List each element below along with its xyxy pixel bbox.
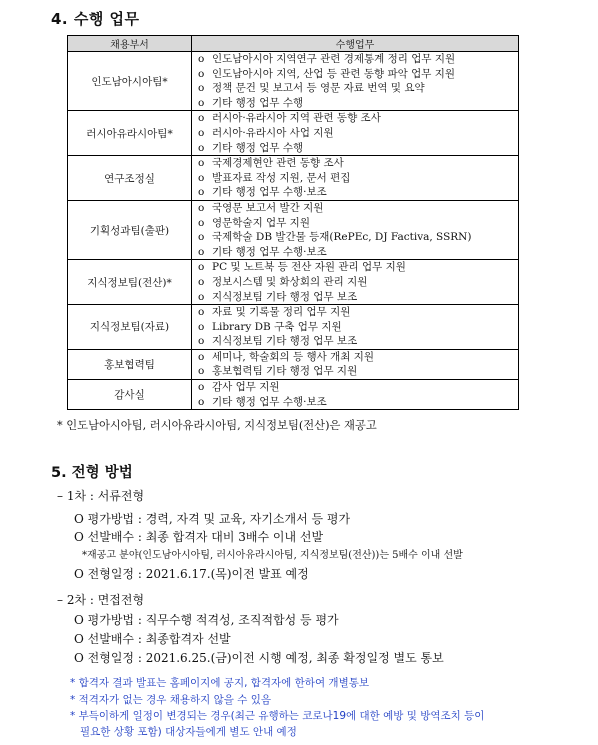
task-item xyxy=(198,395,518,410)
bullet-marker: o xyxy=(198,231,205,244)
duty-table-body xyxy=(68,52,519,410)
tasks-cell xyxy=(192,200,519,259)
task-item xyxy=(198,350,518,365)
task-text: 인도남아시아 지역연구 관련 경제통계 정리 업무 지원 xyxy=(212,53,456,65)
reannouncement-note: * 인도남아시아팀, 러시아유라시아팀, 지식정보팀(전산)은 재공고 xyxy=(57,419,377,432)
task-item xyxy=(198,230,518,245)
bullet-marker: o xyxy=(198,186,205,199)
task-item xyxy=(198,275,518,290)
bullet-marker: o xyxy=(198,82,205,95)
bullet-marker: o xyxy=(198,335,205,348)
dept-cell: 러시아유라시아팀* xyxy=(68,111,192,156)
stage2-title: – 2차 : 면접전형 xyxy=(57,593,145,607)
task-item xyxy=(198,171,518,186)
task-text: 기타 행정 업무 수행·보조 xyxy=(212,186,327,199)
bullet-marker: o xyxy=(198,96,205,109)
stage2-eval: O 평가방법 : 직무수행 적격성, 조직적합성 등 평가 xyxy=(74,613,339,627)
dept-cell: 인도남아시아팀* xyxy=(68,52,192,111)
header-dept: 채용부서 xyxy=(68,36,192,52)
stage1-ratio-note: *재공고 분야(인도남아시아팀, 러시아유라시아팀, 지식정보팀(전산))는 5배수 이내 선발 xyxy=(82,550,463,561)
task-text: 세미나, 학술회의 등 행사 개최 지원 xyxy=(212,350,375,363)
bullet-marker: o xyxy=(198,216,205,229)
task-text: 홍보협력팀 기타 행정 업무 지원 xyxy=(212,365,358,378)
tasks-cell xyxy=(192,111,519,156)
task-text: 기타 행정 업무 수행 xyxy=(212,141,304,154)
table-row xyxy=(68,111,519,156)
tasks-cell xyxy=(192,52,519,111)
task-item xyxy=(198,245,518,260)
task-item xyxy=(198,320,518,335)
stage1-schedule: O 전형일정 : 2021.6.17.(목)이전 발표 예정 xyxy=(74,567,309,581)
task-text: 국영문 보고서 발간 지원 xyxy=(212,201,324,214)
stage2-schedule: O 전형일정 : 2021.6.25.(금)이전 시행 예정, 최종 확정일정 별도 통보 xyxy=(74,651,444,665)
task-text: 국제학술 DB 발간물 등재(RePEc, DJ Factiva, SSRN) xyxy=(212,231,472,244)
stage2-ratio: O 선발배수 : 최종합격자 선발 xyxy=(74,632,231,646)
duty-table xyxy=(67,35,519,410)
task-text: 자료 및 기록물 정리 업무 지원 xyxy=(212,306,351,319)
task-text: 정책 문건 및 보고서 등 영문 자료 번역 및 요약 xyxy=(212,82,425,95)
task-item xyxy=(198,290,518,305)
header-duty: 수행업무 xyxy=(192,36,519,52)
table-row xyxy=(68,200,519,259)
bullet-marker: o xyxy=(198,365,205,378)
task-text: 지식정보팀 기타 행정 업무 보조 xyxy=(212,290,358,303)
task-text: 지식정보팀 기타 행정 업무 보조 xyxy=(212,335,358,348)
section-5-title: 5. 전형 방법 xyxy=(51,465,133,481)
section-4-title: 4. 수행 업무 xyxy=(51,10,140,28)
task-item xyxy=(198,260,518,275)
bullet-marker: o xyxy=(198,290,205,303)
bullet-marker: o xyxy=(198,306,205,319)
bullet-marker: o xyxy=(198,171,205,184)
bullet-marker: o xyxy=(198,112,205,125)
bullet-marker: o xyxy=(198,67,205,80)
dept-cell: 홍보협력팀 xyxy=(68,349,192,379)
note-line-1: * 합격자 결과 발표는 홈페이지에 공지, 합격자에 한하여 개별통보 xyxy=(70,677,370,689)
dept-cell: 연구조정실 xyxy=(68,156,192,201)
task-item xyxy=(198,96,518,111)
task-item xyxy=(198,201,518,216)
task-item xyxy=(198,156,518,171)
table-header-row xyxy=(68,36,519,52)
tasks-cell xyxy=(192,349,519,379)
task-text: 러시아·유라시아 지역 관련 동향 조사 xyxy=(212,112,381,125)
task-item xyxy=(198,334,518,349)
task-text: 영문학술지 업무 지원 xyxy=(212,216,310,229)
task-item xyxy=(198,364,518,379)
task-text: 러시아·유라시아 사업 지원 xyxy=(212,126,334,139)
task-text: PC 및 노트북 등 전산 자원 관리 업무 지원 xyxy=(212,261,406,274)
task-text: 기타 행정 업무 수행 xyxy=(212,96,304,109)
task-item xyxy=(198,111,518,126)
dept-cell: 감사실 xyxy=(68,380,192,410)
bullet-marker: o xyxy=(198,395,205,408)
tasks-cell xyxy=(192,380,519,410)
bullet-marker: o xyxy=(198,350,205,363)
table-row xyxy=(68,380,519,410)
task-item xyxy=(198,67,518,82)
stage1-ratio: O 선발배수 : 최종 합격자 대비 3배수 이내 선발 xyxy=(74,530,324,544)
dept-cell: 지식정보팀(전산)* xyxy=(68,260,192,305)
task-text: 국제경제현안 관련 동향 조사 xyxy=(212,157,344,170)
table-row xyxy=(68,52,519,111)
note-line-2: * 적격자가 없는 경우 채용하지 않을 수 있음 xyxy=(70,694,272,706)
tasks-cell xyxy=(192,156,519,201)
dept-cell: 기획성과팀(출판) xyxy=(68,200,192,259)
task-item xyxy=(198,216,518,231)
task-item xyxy=(198,141,518,156)
bullet-marker: o xyxy=(198,157,205,170)
task-text: 인도남아시아 지역, 산업 등 관련 동향 파악 업무 지원 xyxy=(212,67,456,80)
task-text: Library DB 구축 업무 지원 xyxy=(212,320,342,333)
bullet-marker: o xyxy=(198,261,205,274)
bullet-marker: o xyxy=(198,320,205,333)
bullet-marker: o xyxy=(198,201,205,214)
table-row xyxy=(68,260,519,305)
task-text: 감사 업무 지원 xyxy=(212,381,280,394)
tasks-cell xyxy=(192,260,519,305)
task-text: 기타 행정 업무 수행·보조 xyxy=(212,245,327,258)
task-item xyxy=(198,185,518,200)
tasks-cell xyxy=(192,305,519,350)
task-text: 발표자료 작성 지원, 문서 편집 xyxy=(212,171,351,184)
task-text: 기타 행정 업무 수행·보조 xyxy=(212,395,327,408)
stage1-title: – 1차 : 서류전형 xyxy=(57,489,145,503)
stage1-eval: O 평가방법 : 경력, 자격 및 교육, 자기소개서 등 평가 xyxy=(74,512,351,526)
task-item xyxy=(198,81,518,96)
task-item xyxy=(198,126,518,141)
note-line-4: 필요한 상황 포함) 대상자들에게 별도 안내 예정 xyxy=(80,726,297,738)
bullet-marker: o xyxy=(198,53,205,65)
table-row xyxy=(68,156,519,201)
task-text: 정보시스템 및 화상회의 관리 지원 xyxy=(212,275,368,288)
note-line-3: * 부득이하게 일정이 변경되는 경우(최근 유행하는 코로나19에 대한 예방 및 방역조치 등이 xyxy=(70,710,485,722)
task-item xyxy=(198,305,518,320)
table-row xyxy=(68,349,519,379)
dept-cell: 지식정보팀(자료) xyxy=(68,305,192,350)
bullet-marker: o xyxy=(198,275,205,288)
bullet-marker: o xyxy=(198,381,205,394)
table-row xyxy=(68,305,519,350)
bullet-marker: o xyxy=(198,141,205,154)
bullet-marker: o xyxy=(198,126,205,139)
task-item xyxy=(198,52,518,67)
bullet-marker: o xyxy=(198,245,205,258)
task-item xyxy=(198,380,518,395)
